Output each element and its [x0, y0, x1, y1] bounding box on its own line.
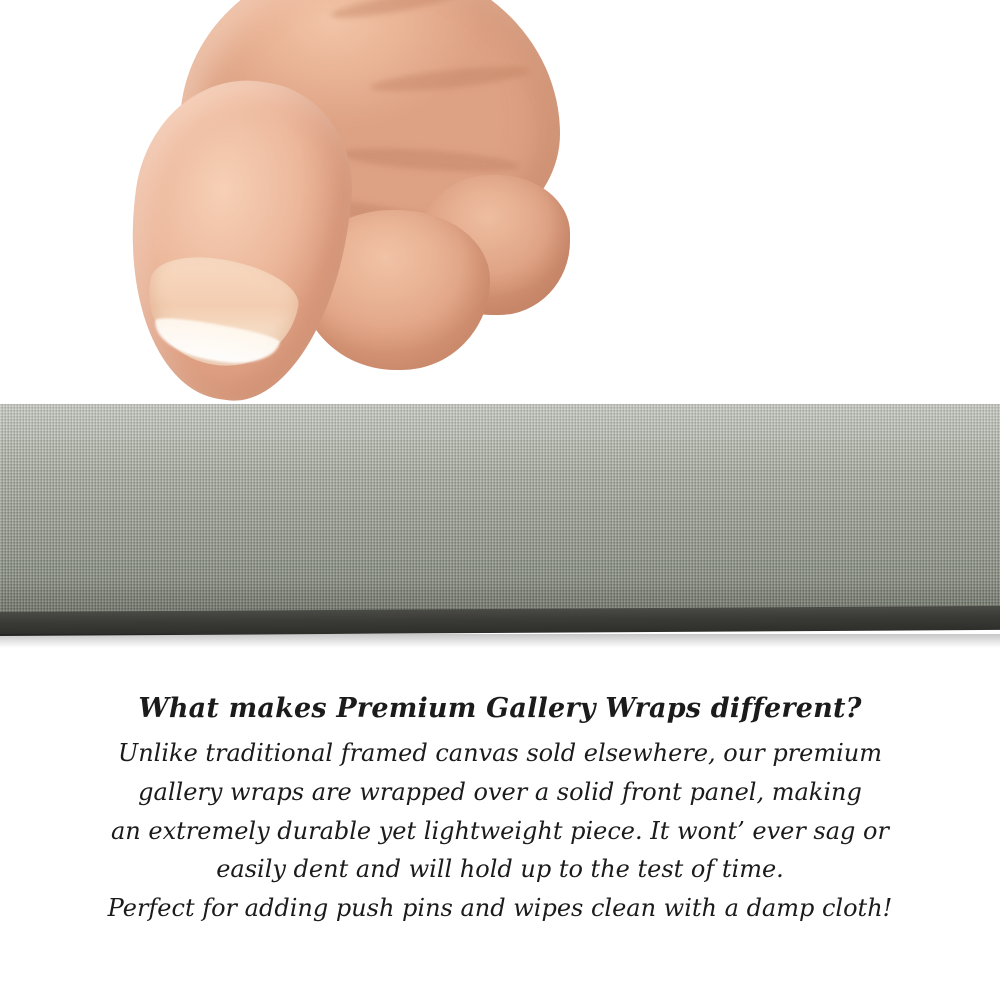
caption-block	[0, 690, 1000, 928]
caption-line: Unlike traditional framed canvas sold elsewhere, our premium	[117, 738, 882, 767]
knuckle-crease	[369, 62, 530, 97]
knuckle-crease	[330, 0, 461, 23]
canvas-shading-overlay	[0, 404, 1000, 620]
caption-line: gallery wraps are wrapped over a solid front panel, making	[138, 777, 862, 806]
caption-line: easily dent and will hold up to the test of time.	[216, 855, 784, 884]
hand-illustration	[120, 0, 560, 430]
canvas-drop-shadow	[0, 634, 1000, 648]
caption-line: an extremely durable yet lightweight piece. It wont’ ever sag or	[111, 816, 889, 845]
canvas-wrap-edge	[0, 404, 1000, 620]
knuckle-crease	[340, 144, 521, 177]
caption-title: What makes Premium Gallery Wraps different?	[138, 693, 862, 724]
caption-body	[0, 734, 1000, 928]
caption-line: Perfect for adding push pins and wipes clean with a damp cloth!	[107, 894, 893, 923]
canvas-bottom-bevel	[0, 606, 1000, 636]
